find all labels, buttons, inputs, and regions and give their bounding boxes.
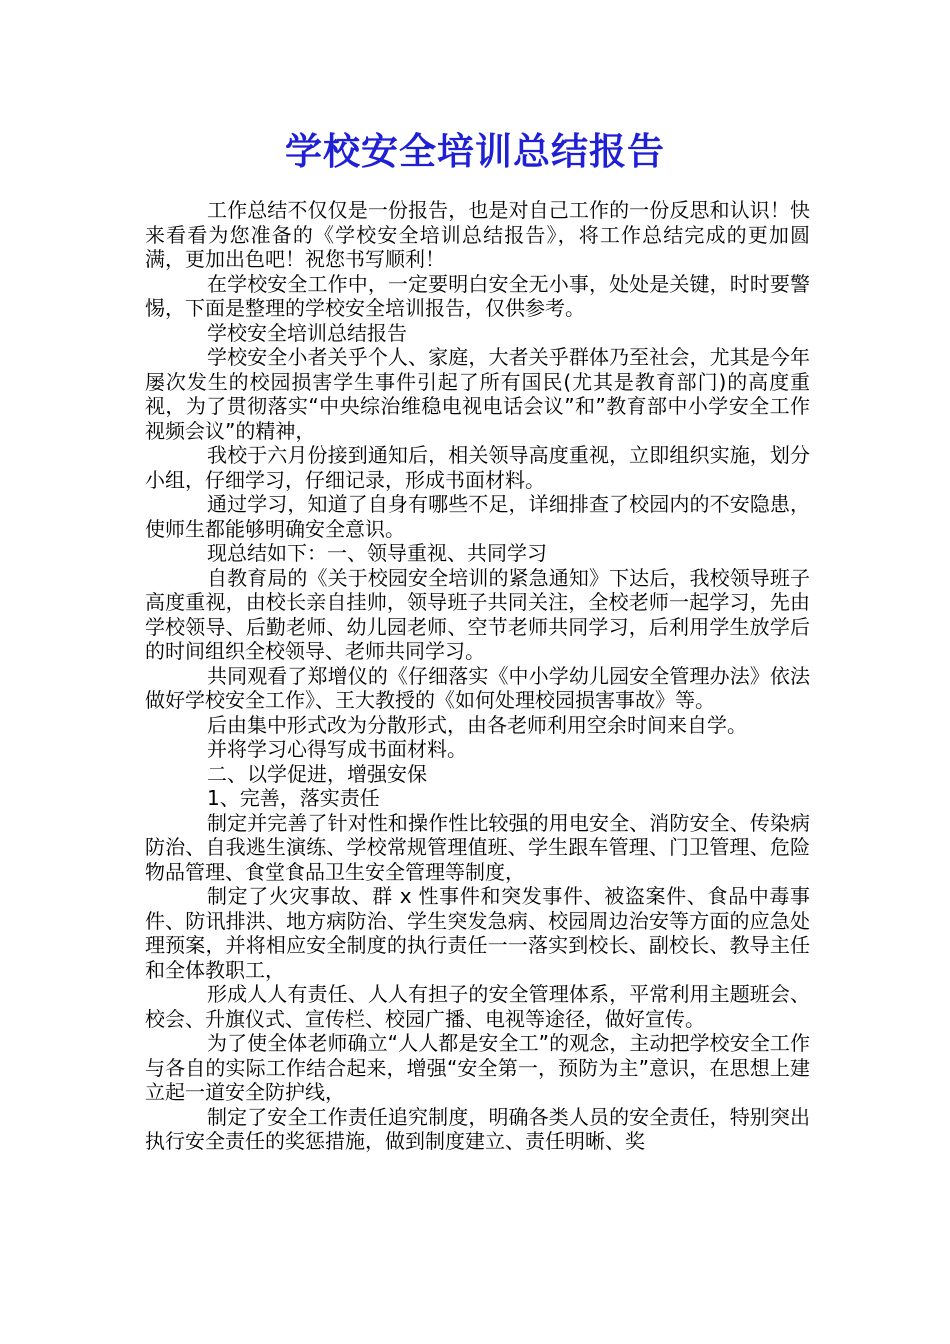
paragraph: 并将学习心得写成书面材料。 [207, 737, 467, 761]
section-heading: 学校安全培训总结报告 [207, 320, 407, 345]
paragraph: 工作总结不仅仅是一份报告，也是对自己工作的一份反思和认识！快来看看为您准备的《学校安全培训总结报告》，将工作总结完成的更加圆满，更加出色吧！祝您书写顺利！ [145, 198, 810, 271]
paragraph: 制定了火灾事故、群 x 性事件和突发事件、被盗案件、食品中毒事件、防讯排洪、地方病防治、学生突发急病、校园周边治安等方面的应急处理预案，并将相应安全制度的执行责任一一落实到校长、副校长、教导主任和全体教职工， [145, 884, 810, 982]
document-body [145, 198, 810, 1154]
section-heading: 现总结如下：一、领导重视、共同学习 [207, 541, 547, 565]
paragraph: 在学校安全工作中，一定要明白安全无小事，处处是关键，时时要警惕，下面是整理的学校安全培训报告，仅供参考。 [145, 271, 810, 320]
section-heading: 二、以学促进，增强安保 [207, 761, 427, 786]
document-title: 学校安全培训总结报告 [285, 129, 665, 173]
paragraph: 为了使全体老师确立“人人都是安全工”的观念，主动把学校安全工作与各自的实际工作结合起来，增强“安全第一，预防为主”意识，在思想上建立起一道安全防护线， [145, 1031, 810, 1104]
paragraph: 共同观看了郑增仪的《仔细落实《中小学幼儿园安全管理办法》依法做好学校安全工作》、王大教授的《如何处理校园损害事故》等。 [145, 663, 810, 712]
paragraph: 形成人人有责任、人人有担子的安全管理体系，平常利用主题班会、校会、升旗仪式、宣传栏、校园广播、电视等途径，做好宣传。 [145, 982, 810, 1031]
paragraph: 后由集中形式改为分散形式，由各老师利用空余时间来自学。 [207, 712, 747, 737]
paragraph: 学校安全小者关乎个人、家庭，大者关乎群体乃至社会，尤其是今年屡次发生的校园损害学生事件引起了所有国民(尤其是教育部门)的高度重视，为了贯彻落实“中央综治维稳电视电话会议”和”教育部中小学安全工作视频会议”的精神， [145, 345, 810, 443]
paragraph: 通过学习，知道了自身有哪些不足，详细排查了校园内的不安隐患，使师生都能够明确安全意识。 [145, 492, 810, 541]
subsection-heading: 1、完善，落实责任 [207, 786, 380, 810]
paragraph: 制定了安全工作责任追究制度，明确各类人员的安全责任，特别突出执行安全责任的奖惩措施，做到制度建立、责任明晰、奖 [145, 1104, 810, 1153]
paragraph: 自教育局的《关于校园安全培训的紧急通知》下达后，我校领导班子高度重视，由校长亲自挂帅，领导班子共同关注，全校老师一起学习，先由学校领导、后勤老师、幼儿园老师、空节老师共同学习，后利用学生放学后的时间组织全校领导、老师共同学习。 [145, 565, 810, 663]
paragraph: 制定并完善了针对性和操作性比较强的用电安全、消防安全、传染病防治、自我逃生演练、学校常规管理值班、学生跟车管理、门卫管理、危险物品管理、食堂食品卫生安全管理等制度， [145, 810, 810, 884]
paragraph: 我校于六月份接到通知后，相关领导高度重视，立即组织实施，划分小组，仔细学习，仔细记录，形成书面材料。 [145, 443, 810, 492]
